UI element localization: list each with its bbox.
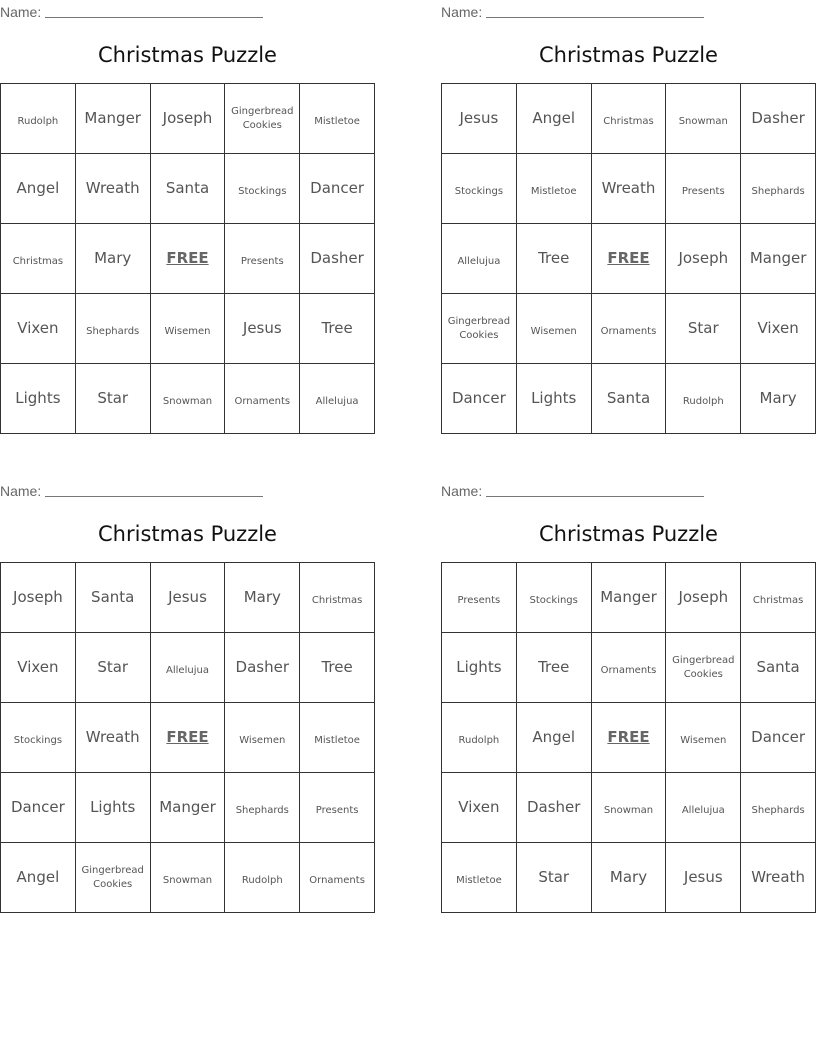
grid-cell <box>442 84 517 154</box>
free-space-cell <box>591 703 666 773</box>
grid-row <box>1 843 375 913</box>
grid-cell <box>591 364 666 434</box>
grid-cell <box>1 84 76 154</box>
grid-cell <box>1 364 76 434</box>
grid-row <box>442 633 816 703</box>
grid-cell <box>300 224 375 294</box>
cell-word: Stockings <box>454 185 504 197</box>
bingo-card <box>441 479 816 913</box>
grid-cell <box>225 703 300 773</box>
cell-word: Manger <box>159 798 216 816</box>
grid-cell <box>666 364 741 434</box>
grid-cell <box>442 224 517 294</box>
grid-cell <box>1 224 76 294</box>
grid-cell <box>741 843 816 913</box>
grid-cell <box>300 633 375 703</box>
grid-cell <box>225 633 300 703</box>
cell-word: Vixen <box>17 658 59 676</box>
grid-cell <box>225 224 300 294</box>
grid-cell <box>516 84 591 154</box>
cell-word: Christmas <box>752 594 804 606</box>
cell-word: Lights <box>15 389 61 407</box>
grid-cell <box>300 154 375 224</box>
free-space-label: FREE <box>607 728 650 746</box>
cell-word: Star <box>538 868 570 886</box>
grid-cell <box>225 154 300 224</box>
cell-word: Dancer <box>310 179 365 197</box>
grid-row <box>442 84 816 154</box>
grid-cell <box>225 773 300 843</box>
name-blank-line <box>486 5 704 18</box>
cell-word: Jesus <box>459 109 499 127</box>
name-field <box>441 481 704 499</box>
grid-cell <box>150 563 225 633</box>
cell-word: Presents <box>457 594 501 606</box>
cell-word: Joseph <box>678 588 729 606</box>
cell-word: Shephards <box>751 185 805 197</box>
grid-cell <box>75 364 150 434</box>
cell-word: Snowman <box>603 804 654 816</box>
grid-cell <box>300 364 375 434</box>
cell-word: Stockings <box>238 185 287 197</box>
name-blank-line <box>45 484 263 497</box>
cell-word: Snowman <box>678 115 728 127</box>
cell-word: Angel <box>16 179 60 197</box>
cell-word: Stockings <box>13 734 63 746</box>
grid-cell <box>442 843 517 913</box>
cell-word: Dasher <box>751 109 805 127</box>
grid-cell <box>741 773 816 843</box>
grid-cell <box>666 294 741 364</box>
cell-word: Mistletoe <box>456 874 502 886</box>
grid-cell <box>516 154 591 224</box>
grid-cell <box>442 703 517 773</box>
grid-cell <box>741 154 816 224</box>
grid-cell <box>150 154 225 224</box>
bingo-grid <box>0 83 375 434</box>
grid-cell <box>150 633 225 703</box>
grid-cell <box>516 633 591 703</box>
cell-word: Angel <box>16 868 60 886</box>
cell-word: Wisemen <box>680 734 727 746</box>
grid-cell <box>741 84 816 154</box>
grid-row <box>1 563 375 633</box>
grid-cell <box>591 563 666 633</box>
grid-row <box>442 294 816 364</box>
bingo-card <box>441 0 816 434</box>
cell-word: Lights <box>90 798 136 816</box>
cell-word: Dasher <box>310 249 364 267</box>
name-field <box>441 2 704 20</box>
grid-cell <box>225 84 300 154</box>
grid-cell <box>1 563 76 633</box>
cell-word: Vixen <box>17 319 59 337</box>
card-title: Christmas Puzzle <box>98 43 277 67</box>
grid-cell <box>75 773 150 843</box>
grid-cell <box>225 843 300 913</box>
cell-word: Dancer <box>10 798 65 816</box>
grid-cell <box>75 84 150 154</box>
cell-word: Joseph <box>162 109 213 127</box>
grid-cell <box>741 703 816 773</box>
cell-word: Wisemen <box>530 325 577 337</box>
grid-cell <box>516 294 591 364</box>
grid-cell <box>666 773 741 843</box>
cell-word: Manger <box>600 588 657 606</box>
grid-row <box>1 294 375 364</box>
cell-word: Mary <box>243 588 281 606</box>
cell-word: Star <box>687 319 719 337</box>
cell-word: Rudolph <box>458 734 500 746</box>
grid-cell <box>75 563 150 633</box>
grid-cell <box>442 773 517 843</box>
grid-cell <box>300 294 375 364</box>
card-title: Christmas Puzzle <box>539 43 718 67</box>
cell-word: Angel <box>532 109 576 127</box>
grid-row <box>1 154 375 224</box>
grid-cell <box>591 633 666 703</box>
grid-cell <box>150 294 225 364</box>
cell-word: Mary <box>609 868 648 886</box>
cell-word: Gingerbread Cookies <box>672 654 735 680</box>
grid-cell <box>516 224 591 294</box>
cell-word: Manger <box>749 249 807 267</box>
grid-row <box>442 364 816 434</box>
card-title: Christmas Puzzle <box>98 522 277 546</box>
cell-word: Joseph <box>13 588 63 606</box>
cell-word: Santa <box>91 588 135 606</box>
grid-row <box>1 84 375 154</box>
grid-cell <box>516 773 591 843</box>
name-label: Name: <box>441 4 483 20</box>
cell-word: Christmas <box>12 255 64 267</box>
name-label: Name: <box>0 483 42 499</box>
grid-cell <box>75 633 150 703</box>
bingo-grid <box>441 83 816 434</box>
cell-word: Santa <box>165 179 210 197</box>
cell-word: Wisemen <box>164 325 211 337</box>
grid-row <box>1 703 375 773</box>
name-label: Name: <box>0 4 42 20</box>
grid-row <box>442 563 816 633</box>
cell-word: Mistletoe <box>314 734 360 746</box>
grid-cell <box>300 563 375 633</box>
cell-word: Stockings <box>529 594 578 606</box>
cell-word: Shephards <box>86 325 140 337</box>
grid-cell <box>75 224 150 294</box>
grid-cell <box>150 84 225 154</box>
grid-cell <box>1 703 76 773</box>
cell-word: Mistletoe <box>530 185 577 197</box>
name-field <box>0 2 263 20</box>
cell-word: Ornaments <box>600 325 657 337</box>
free-space-cell <box>150 224 225 294</box>
grid-cell <box>225 294 300 364</box>
cell-word: Tree <box>538 658 570 676</box>
grid-cell <box>741 633 816 703</box>
grid-cell <box>75 843 150 913</box>
grid-cell <box>225 563 300 633</box>
cell-word: Shephards <box>751 804 805 816</box>
cell-word: Star <box>97 658 129 676</box>
grid-cell <box>516 563 591 633</box>
grid-cell <box>516 703 591 773</box>
cell-word: Wreath <box>85 728 140 746</box>
grid-cell <box>150 843 225 913</box>
name-blank-line <box>45 5 263 18</box>
cell-word: Ornaments <box>309 874 365 886</box>
bingo-grid <box>0 562 375 913</box>
cell-word: Mary <box>94 249 132 267</box>
grid-row <box>1 773 375 843</box>
grid-cell <box>75 294 150 364</box>
cell-word: Dasher <box>235 658 290 676</box>
cell-word: Ornaments <box>234 395 291 407</box>
grid-cell <box>75 154 150 224</box>
cell-word: Tree <box>538 249 570 267</box>
grid-cell <box>300 843 375 913</box>
cell-word: Rudolph <box>682 395 724 407</box>
grid-row <box>1 364 375 434</box>
cell-word: Snowman <box>162 395 213 407</box>
grid-cell <box>741 224 816 294</box>
grid-cell <box>666 563 741 633</box>
cell-word: Dancer <box>751 728 806 746</box>
cell-word: Vixen <box>458 798 500 816</box>
grid-cell <box>442 364 517 434</box>
free-space-cell <box>591 224 666 294</box>
name-blank-line <box>486 484 704 497</box>
cell-word: Rudolph <box>241 874 283 886</box>
cell-word: Christmas <box>311 594 363 606</box>
cell-word: Santa <box>606 389 651 407</box>
cell-word: Santa <box>756 658 800 676</box>
grid-cell <box>666 703 741 773</box>
grid-cell <box>1 294 76 364</box>
grid-cell <box>150 364 225 434</box>
cell-word: Presents <box>240 255 284 267</box>
grid-cell <box>442 294 517 364</box>
cell-word: Joseph <box>678 249 729 267</box>
name-label: Name: <box>441 483 483 499</box>
free-space-label: FREE <box>607 249 650 267</box>
grid-cell <box>591 154 666 224</box>
cell-word: Wreath <box>85 179 140 197</box>
grid-row <box>442 703 816 773</box>
cell-word: Manger <box>84 109 141 127</box>
cell-word: Allelujua <box>315 395 359 407</box>
cell-word: Dasher <box>526 798 581 816</box>
grid-cell <box>1 843 76 913</box>
cell-word: Tree <box>321 658 353 676</box>
grid-cell <box>666 84 741 154</box>
grid-cell <box>741 364 816 434</box>
cell-word: Jesus <box>242 319 282 337</box>
cell-word: Allelujua <box>457 255 501 267</box>
cell-word: Gingerbread Cookies <box>231 105 294 131</box>
grid-row <box>1 633 375 703</box>
cell-word: Tree <box>321 319 353 337</box>
cell-word: Allelujua <box>166 664 209 676</box>
grid-cell <box>666 843 741 913</box>
card-title: Christmas Puzzle <box>539 522 718 546</box>
grid-cell <box>442 633 517 703</box>
grid-cell <box>1 773 76 843</box>
cell-word: Star <box>97 389 129 407</box>
cell-word: Mistletoe <box>314 115 360 127</box>
grid-cell <box>75 703 150 773</box>
cell-word: Christmas <box>603 115 654 127</box>
cell-word: Jesus <box>168 588 207 606</box>
free-space-label: FREE <box>166 728 209 746</box>
grid-row <box>442 224 816 294</box>
grid-cell <box>666 633 741 703</box>
grid-cell <box>1 633 76 703</box>
grid-cell <box>516 364 591 434</box>
grid-row <box>1 224 375 294</box>
cell-word: Gingerbread Cookies <box>81 864 144 890</box>
cell-word: Allelujua <box>681 804 725 816</box>
grid-cell <box>225 364 300 434</box>
grid-cell <box>741 563 816 633</box>
cell-word: Presents <box>681 185 725 197</box>
cell-word: Lights <box>456 658 502 676</box>
cell-word: Presents <box>315 804 359 816</box>
cell-word: Lights <box>531 389 577 407</box>
grid-cell <box>300 84 375 154</box>
bingo-grid <box>441 562 816 913</box>
cell-word: Dancer <box>451 389 506 407</box>
grid-cell <box>591 294 666 364</box>
grid-cell <box>300 703 375 773</box>
cell-word: Angel <box>532 728 576 746</box>
free-space-label: FREE <box>166 249 209 267</box>
cell-word: Jesus <box>683 868 723 886</box>
grid-cell <box>442 563 517 633</box>
grid-cell <box>442 154 517 224</box>
grid-cell <box>591 843 666 913</box>
bingo-card <box>0 0 375 434</box>
grid-cell <box>591 84 666 154</box>
grid-cell <box>741 294 816 364</box>
grid-row <box>442 843 816 913</box>
grid-cell <box>150 773 225 843</box>
bingo-card <box>0 479 375 913</box>
grid-cell <box>300 773 375 843</box>
cell-word: Wisemen <box>239 734 286 746</box>
grid-row <box>442 154 816 224</box>
cell-word: Ornaments <box>600 664 657 676</box>
cell-word: Shephards <box>235 804 289 816</box>
cell-word: Mary <box>759 389 797 407</box>
cell-word: Rudolph <box>17 115 59 127</box>
grid-cell <box>591 773 666 843</box>
grid-cell <box>1 154 76 224</box>
grid-cell <box>666 224 741 294</box>
grid-row <box>442 773 816 843</box>
cell-word: Vixen <box>757 319 799 337</box>
cell-word: Snowman <box>162 874 213 886</box>
grid-cell <box>516 843 591 913</box>
cell-word: Wreath <box>601 179 656 197</box>
grid-cell <box>666 154 741 224</box>
cell-word: Gingerbread Cookies <box>447 315 511 341</box>
free-space-cell <box>150 703 225 773</box>
name-field <box>0 481 263 499</box>
cell-word: Wreath <box>751 868 805 886</box>
